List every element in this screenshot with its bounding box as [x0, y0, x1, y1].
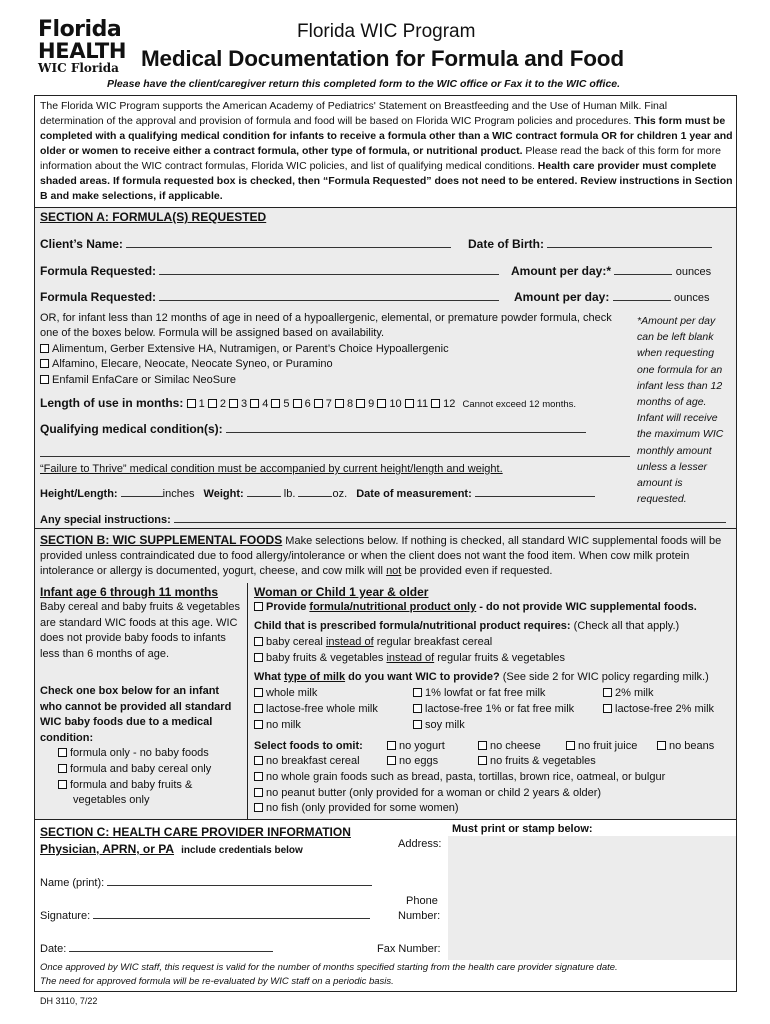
month-checkbox[interactable] [314, 399, 323, 408]
weight-oz-input[interactable] [298, 487, 332, 497]
provider-name-label: Name (print): [40, 877, 105, 889]
infant-option-1[interactable] [58, 746, 209, 761]
date-label: Date: [40, 943, 67, 955]
checkbox[interactable] [413, 704, 422, 713]
month-checkbox[interactable] [356, 399, 365, 408]
checkbox[interactable] [413, 688, 422, 697]
cereal-a: baby cereal [266, 636, 326, 648]
checkbox[interactable] [254, 602, 263, 611]
divider [34, 819, 737, 820]
phone-label-2: Number: [398, 910, 441, 922]
infant-check-text: Check one box below for an infant who cannot be provided all standard WIC baby foods due to a medical condition: [40, 685, 232, 744]
omit-yogurt[interactable] [387, 739, 445, 754]
option-label: formula and baby cereal only [70, 763, 212, 775]
provider-name-input[interactable] [107, 876, 372, 886]
formula1-row [40, 264, 499, 278]
month-checkbox[interactable] [377, 399, 386, 408]
section-b-column-divider [247, 583, 248, 819]
intro-text [40, 99, 733, 204]
milk-q-u: type of milk [283, 671, 346, 683]
section-b-intro-not: not [386, 565, 402, 577]
omit-fish[interactable] [254, 801, 459, 816]
milk-lf-whole[interactable] [254, 702, 378, 717]
signature-input[interactable] [93, 909, 370, 919]
checkbox[interactable] [254, 653, 263, 662]
provide-b: - do not provide WIC supplemental foods. [476, 601, 697, 613]
formula-option-1[interactable] [40, 342, 449, 357]
child-requires-label: Child that is prescribed formula/nutritional product requires: [254, 620, 571, 632]
ftt-note: “Failure to Thrive” medical condition must be accompanied by current height/length and weight. [40, 463, 503, 475]
intro-p2: Please read the back of this form for more information about the WIC contract formulas, Florida WIC policies, and list of qualifying medical conditions. [40, 145, 721, 172]
logo-wic-florida: WIC Florida [38, 61, 119, 75]
section-b-intro-a: Make selections below. If nothing is checked, all standard WIC supplemental foods will be provided unless contraindicated due to food allergy/intolerance or when the client does not want the food item. When cow milk protein intolerance or allergy is documented, yogurt, cheese, and cow milk will [40, 535, 722, 577]
section-b-intro-b: be provided even if requested. [401, 565, 553, 577]
intro-p1: The Florida WIC Program supports the American Academy of Pediatrics' Statement on Breastfeeding and the Use of Human Milk. Final determination of the approval and provision of formula and food will be based on Florida WIC Program policies and procedures. [40, 100, 668, 127]
qualifying-input[interactable] [226, 423, 586, 433]
option-label: no milk [266, 719, 301, 731]
checkbox[interactable] [254, 704, 263, 713]
month-checkbox[interactable] [405, 399, 414, 408]
provide-u: formula/nutritional product only [309, 601, 477, 613]
amount2-row [514, 290, 710, 304]
milk-none[interactable] [254, 718, 301, 733]
option-label: whole milk [266, 687, 318, 699]
checkbox[interactable] [254, 720, 263, 729]
checkbox[interactable] [254, 756, 263, 765]
option-label: soy milk [425, 719, 465, 731]
checkbox[interactable] [40, 375, 49, 384]
special-label: Any special instructions: [40, 514, 171, 526]
provide-formula-only[interactable] [254, 600, 697, 615]
month-label: 9 [368, 398, 375, 410]
milk-lf-1pct[interactable] [413, 702, 574, 717]
option-label: formula and baby fruits & [70, 779, 193, 791]
qualifying-input-line2[interactable] [40, 447, 630, 457]
omit-cheese[interactable] [478, 739, 541, 754]
formula1-label: Formula Requested: [40, 264, 157, 278]
formula-option-3[interactable] [40, 373, 236, 388]
weight-lb-input[interactable] [247, 487, 281, 497]
milk-question [254, 670, 709, 685]
option-label: 1% lowfat or fat free milk [425, 687, 546, 699]
option-label: lactose-free 2% milk [615, 703, 715, 715]
footer-note-2: The need for approved formula will be re-evaluated by WIC staff on a periodic basis. [40, 976, 394, 987]
checkbox[interactable] [254, 803, 263, 812]
checkbox[interactable] [40, 359, 49, 368]
phone-label-1: Phone [406, 895, 438, 907]
checkbox[interactable] [254, 637, 263, 646]
signature-row [40, 909, 370, 924]
amount-side-note: *Amount per day can be left blank when requesting one formula for an infant less than 12 months of age. Infant will receive the maximum WIC monthly amount unless a lesser amount is requested. [637, 315, 724, 506]
month-label: 1 [198, 398, 205, 410]
checkbox[interactable] [478, 756, 487, 765]
form-id: DH 3110, 7/22 [40, 996, 98, 1006]
hypoallergenic-text: OR, for infant less than 12 months of age in need of a hypoallergenic, elemental, or premature powder formula, check one of the boxes below. Formula will be assigned based on availability. [40, 312, 612, 339]
option-label: no beans [669, 740, 715, 752]
checkbox[interactable] [603, 704, 612, 713]
month-checkbox[interactable] [431, 399, 440, 408]
omit-cereal[interactable] [254, 754, 360, 769]
infant-option-3[interactable] [58, 778, 192, 793]
cereal-b: regular breakfast cereal [373, 636, 493, 648]
section-a-heading: SECTION A: FORMULA(S) REQUESTED [40, 210, 267, 224]
month-checkbox[interactable] [271, 399, 280, 408]
ounces1: ounces [675, 266, 712, 278]
baby-cereal-option[interactable] [254, 635, 492, 650]
section-b-intro [40, 533, 733, 579]
section-c-sub-bold: Physician, APRN, or PA [40, 842, 175, 856]
option-label: formula only - no baby foods [70, 747, 209, 759]
month-checkbox[interactable] [293, 399, 302, 408]
date-measurement-input[interactable] [475, 487, 595, 497]
omit-label: Select foods to omit: [254, 740, 363, 752]
infant-option-2[interactable] [58, 762, 211, 777]
option-label: no fruit juice [578, 740, 638, 752]
logo-health: HEALTH [38, 39, 127, 63]
weight-label: Weight: [203, 488, 244, 500]
client-name-label: Client’s Name: [40, 237, 123, 251]
return-note: Please have the client/caregiver return this completed form to the WIC office or Fax it to the WIC office. [107, 78, 621, 90]
length-of-use-row [40, 396, 576, 410]
option-label: no whole grain foods such as bread, pasta, tortillas, brown rice, oatmeal, or bulgur [266, 771, 666, 783]
option-label: 2% milk [615, 687, 654, 699]
month-label: 7 [325, 398, 332, 410]
month-checkbox[interactable] [187, 399, 196, 408]
option-label: lactose-free 1% or fat free milk [425, 703, 575, 715]
month-label: 8 [346, 398, 354, 410]
milk-q-c: (See side 2 for WIC policy regarding milk.) [499, 671, 709, 683]
formula2-input[interactable] [159, 291, 499, 301]
fruits-u: instead of [386, 652, 435, 664]
checkbox[interactable] [478, 741, 487, 750]
option-label: Enfamil EnfaCare or Similac NeoSure [52, 374, 237, 386]
omit-fruits-veg[interactable] [478, 754, 596, 769]
option-label: no cheese [490, 740, 541, 752]
height-label: Height/Length: [40, 488, 118, 500]
cereal-u: instead of [325, 636, 374, 648]
print-stamp-label: Must print or stamp below: [452, 823, 593, 835]
formula-option-2[interactable] [40, 357, 333, 372]
lb-unit: lb. [283, 488, 296, 500]
stamp-box [448, 836, 736, 960]
fruits-a: baby fruits & vegetables [266, 652, 387, 664]
month-checkbox[interactable] [229, 399, 238, 408]
option-label: Alimentum, Gerber Extensive HA, Nutramigen, or Parent’s Choice Hypoallergenic [52, 343, 449, 355]
milk-lf-2pct[interactable] [603, 702, 714, 717]
milk-whole[interactable] [254, 686, 317, 701]
omit-juice[interactable] [566, 739, 637, 754]
month-label: 2 [219, 398, 226, 410]
checkbox[interactable] [40, 344, 49, 353]
month-label: 11 [416, 398, 429, 410]
checkbox[interactable] [254, 688, 263, 697]
date-measurement-label: Date of measurement: [356, 488, 472, 500]
checkbox[interactable] [58, 764, 67, 773]
infant-text: Baby cereal and baby fruits & vegetables are standard WIC foods at this age. WIC does not provide baby foods to infants less than 6 months of age. [40, 601, 240, 660]
month-label: 4 [262, 398, 269, 410]
dob-label: Date of Birth: [468, 237, 544, 251]
checkbox[interactable] [603, 688, 612, 697]
checkbox[interactable] [387, 756, 396, 765]
provider-name-row [40, 876, 372, 891]
infant-option-3-cont: vegetables only [73, 794, 150, 806]
child-requires-row [254, 619, 679, 634]
client-name-row [40, 237, 451, 251]
signature-label: Signature: [40, 910, 91, 922]
formula2-label: Formula Requested: [40, 290, 157, 304]
month-label: 5 [283, 398, 290, 410]
section-c-heading: SECTION C: HEALTH CARE PROVIDER INFORMATION [40, 825, 351, 839]
month-label: 10 [389, 398, 402, 410]
woman-child-heading: Woman or Child 1 year & older [254, 585, 429, 599]
divider [34, 528, 737, 529]
fax-label: Fax Number: [377, 943, 441, 955]
special-instructions-row [40, 513, 726, 526]
qualifying-label: Qualifying medical condition(s): [40, 422, 223, 436]
amount2-input[interactable] [613, 291, 671, 301]
special-input[interactable] [174, 513, 726, 523]
option-label: no eggs [399, 755, 439, 767]
measurements-row [40, 487, 595, 500]
amount1-row [511, 264, 711, 278]
milk-2pct[interactable] [603, 686, 654, 701]
milk-q-a: What [254, 671, 284, 683]
omit-peanut-butter[interactable] [254, 786, 601, 801]
child-requires-note: (Check all that apply.) [570, 620, 680, 632]
inches-unit: inches [162, 488, 195, 500]
omit-eggs[interactable] [387, 754, 438, 769]
date-row [40, 942, 273, 957]
option-label: lactose-free whole milk [266, 703, 378, 715]
dob-row [468, 237, 712, 251]
milk-1pct[interactable] [413, 686, 545, 701]
option-label: Alfamino, Elecare, Neocate, Neocate Syneo, or Puramino [52, 358, 333, 370]
amount2-label: Amount per day: [514, 290, 610, 304]
milk-soy[interactable] [413, 718, 465, 733]
baby-fruits-option[interactable] [254, 651, 565, 666]
option-label: no breakfast cereal [266, 755, 360, 767]
month-checkbox[interactable] [250, 399, 259, 408]
months-checkboxes [187, 398, 459, 410]
section-b-heading: SECTION B: WIC SUPPLEMENTAL FOODS [40, 533, 283, 547]
month-checkbox[interactable] [208, 399, 217, 408]
amount1-input[interactable] [614, 265, 672, 275]
checkbox[interactable] [254, 788, 263, 797]
footer-note-1: Once approved by WIC staff, this request is valid for the number of months specified starting from the health care provider signature date. [40, 962, 618, 973]
omit-whole-grain[interactable] [254, 770, 665, 785]
month-checkbox[interactable] [335, 399, 344, 408]
dob-input[interactable] [547, 238, 712, 248]
infant-heading: Infant age 6 through 11 months [40, 585, 219, 599]
intro-p2-bold2: Health care provider must complete shaded areas. If formula requested box is checked, then “Formula Requested” does not need to be entered. Review instructions in Section B and make selections, if applicable. [40, 160, 733, 202]
checkbox[interactable] [387, 741, 396, 750]
option-label: no yogurt [399, 740, 445, 752]
formula1-input[interactable] [159, 265, 499, 275]
checkbox[interactable] [657, 741, 666, 750]
program-name: Florida WIC Program [297, 21, 476, 42]
page-title: Medical Documentation for Formula and Food [141, 46, 624, 71]
address-label: Address: [398, 838, 442, 850]
option-label: no fish (only provided for some women) [266, 802, 459, 814]
checkbox[interactable] [58, 748, 67, 757]
month-label: 12 [443, 398, 456, 410]
option-label: no fruits & vegetables [490, 755, 596, 767]
intro-p2-bold: This form must be completed with a qualifying medical condition for infants to receive a formula other than a WIC contract formula OR for children 1 year and older or women to receive either a contract formula, other type of formula, or nutritional product. [40, 115, 733, 157]
month-label: 6 [304, 398, 311, 410]
oz-unit: oz. [332, 488, 348, 500]
section-c-sub [40, 842, 303, 856]
ounces2: ounces [674, 292, 710, 304]
checkbox[interactable] [566, 741, 575, 750]
length-label: Length of use in months: [40, 396, 184, 410]
logo-florida: Florida [38, 17, 122, 42]
client-name-input[interactable] [126, 238, 451, 248]
divider [34, 207, 737, 208]
milk-q-b: do you want WIC to provide? [345, 671, 500, 683]
omit-beans[interactable] [657, 739, 714, 754]
checkbox[interactable] [254, 772, 263, 781]
fruits-b: regular fruits & vegetables [434, 652, 566, 664]
section-c-sub-note: include credentials below [181, 845, 303, 856]
month-label: 3 [241, 398, 248, 410]
amount1-label: Amount per day:* [511, 264, 612, 278]
checkbox[interactable] [413, 720, 422, 729]
height-input[interactable] [121, 487, 163, 497]
provide-a: Provide [266, 601, 310, 613]
option-label: no peanut butter (only provided for a woman or child 2 years & older) [266, 787, 602, 799]
checkbox[interactable] [58, 780, 67, 789]
cannot-exceed-note: Cannot exceed 12 months. [462, 399, 577, 410]
qualifying-row [40, 422, 586, 436]
formula2-row [40, 290, 499, 304]
date-input[interactable] [69, 942, 273, 952]
